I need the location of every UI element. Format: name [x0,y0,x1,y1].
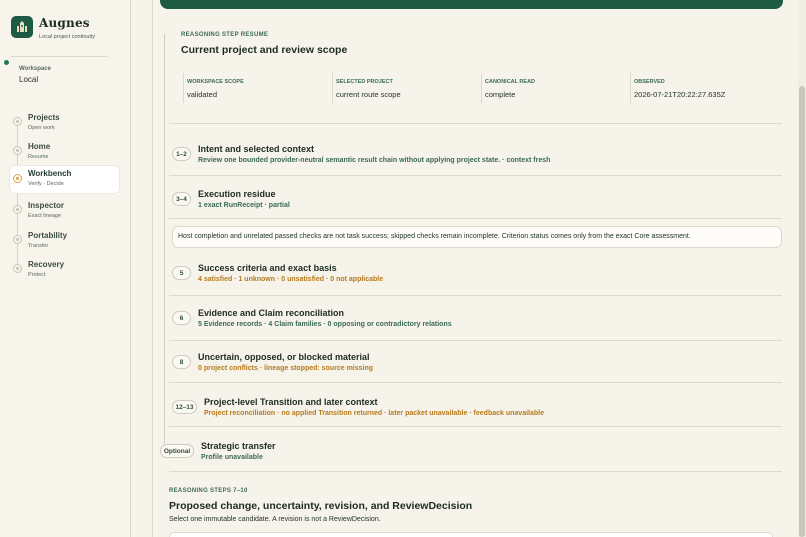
sidebar-item-label: Projects [28,113,60,122]
augnes-logo-icon [11,16,33,38]
section-eyebrow: REASONING STEP RESUME [181,32,269,38]
sidebar-item-sublabel: Open work [28,125,55,131]
section-title: Intent and selected context [198,144,315,154]
meta-label: WORKSPACE SCOPE [187,79,244,85]
step-pill: 8 [172,355,191,369]
footer-desc: Select one immutable candidate. A revision is not a ReviewDecision. [169,516,381,523]
sidebar-item-label: Inspector [28,201,65,210]
workspace-label: Workspace [19,66,51,72]
sidebar-item-label: Home [28,142,51,151]
sidebar [0,0,131,537]
sidebar-item-recovery[interactable] [10,257,119,284]
step-pill: 6 [172,311,191,325]
workspace-value[interactable]: Local [19,75,39,84]
candidate-card[interactable] [169,532,773,537]
divider [169,218,782,219]
section-desc: 4 satisfied · 1 unknown · 0 unsatisfied · 0 not applicable [198,276,384,283]
divider [169,175,782,176]
sidebar-item-label: Recovery [28,260,65,269]
divider [169,295,782,296]
page-title: Current project and review scope [181,44,348,56]
nav-step-icon [13,264,22,273]
sidebar-item-workbench[interactable] [10,166,119,193]
section-desc: 0 project conflicts · lineage stopped: source missing [198,365,374,372]
brand-divider [11,56,108,57]
divider [169,471,782,472]
sidebar-item-sublabel: Verify · Decide [28,181,64,187]
top-banner [160,0,783,9]
section-title: Project-level Transition and later context [204,397,378,407]
brand-subtitle: Local project continuity [39,34,95,40]
divider [169,340,782,341]
sidebar-item-sublabel: Resume [28,154,49,160]
sidebar-item-sublabel: Protect [28,272,46,278]
meta-value: 2026-07-21T20:22:27.635Z [634,90,726,99]
section-title: Execution residue [198,189,276,199]
meta-value: validated [187,90,218,99]
sidebar-item-portability[interactable] [10,228,119,255]
optional-pill: Optional [160,444,194,458]
section-title: Success criteria and exact basis [198,263,337,273]
sidebar-item-projects[interactable] [10,110,119,137]
sidebar-item-label: Workbench [28,169,72,178]
divider [169,382,782,383]
sidebar-item-sublabel: Exact lineage [28,213,62,219]
meta-value: complete [485,90,516,99]
footer-eyebrow: REASONING STEPS 7–10 [169,488,248,494]
nav-step-icon [13,205,22,214]
sidebar-item-sublabel: Transfer [28,243,49,249]
section-title: Strategic transfer [201,441,276,451]
divider [169,426,782,427]
footer-title: Proposed change, uncertainty, revision, and ReviewDecision [169,500,473,512]
divider [169,123,782,124]
nav-step-icon [13,117,22,126]
nav-step-icon [13,146,22,155]
step-pill: 12–13 [172,400,197,414]
section-title: Uncertain, opposed, or blocked material [198,352,370,362]
meta-canonical-read [481,73,629,103]
step-pill: 3–4 [172,192,191,206]
assessment-note: Host completion and unrelated passed checks are not task success; skipped checks remain incomplete. Criterion status comes only from the exact Core assessment. [172,226,782,248]
step-pill: 1–2 [172,147,191,161]
sidebar-item-home[interactable] [10,139,119,166]
section-desc: 1 exact RunReceipt · partial [198,202,290,209]
nav-step-active-icon [13,174,22,183]
brand[interactable] [11,16,95,40]
step-timeline-line [164,34,165,444]
section-desc: Review one bounded provider-neutral semantic result chain without applying project state. · context fresh [198,157,551,164]
sidebar-item-label: Portability [28,231,68,240]
section-desc: Profile unavailable [201,454,263,461]
meta-selected-project [332,73,480,103]
section-title: Evidence and Claim reconciliation [198,308,345,318]
workspace-status-dot [4,60,9,65]
meta-observed [630,73,780,103]
meta-label: SELECTED PROJECT [336,79,393,85]
section-desc: Project reconciliation · no applied Transition returned · later packet unavailable · feedback unavailable [204,410,544,417]
meta-workspace-scope [183,73,331,103]
meta-label: CANONICAL READ [485,79,536,85]
meta-value: current route scope [336,90,401,99]
section-desc: 5 Evidence records · 4 Claim families · 0 opposing or contradictory relations [198,321,452,328]
sidebar-item-inspector[interactable] [10,198,119,225]
scrollbar-thumb[interactable] [799,86,805,537]
brand-name: Augnes [39,16,90,30]
nav-step-icon [13,235,22,244]
meta-label: OBSERVED [634,79,665,85]
step-pill: 5 [172,266,191,280]
